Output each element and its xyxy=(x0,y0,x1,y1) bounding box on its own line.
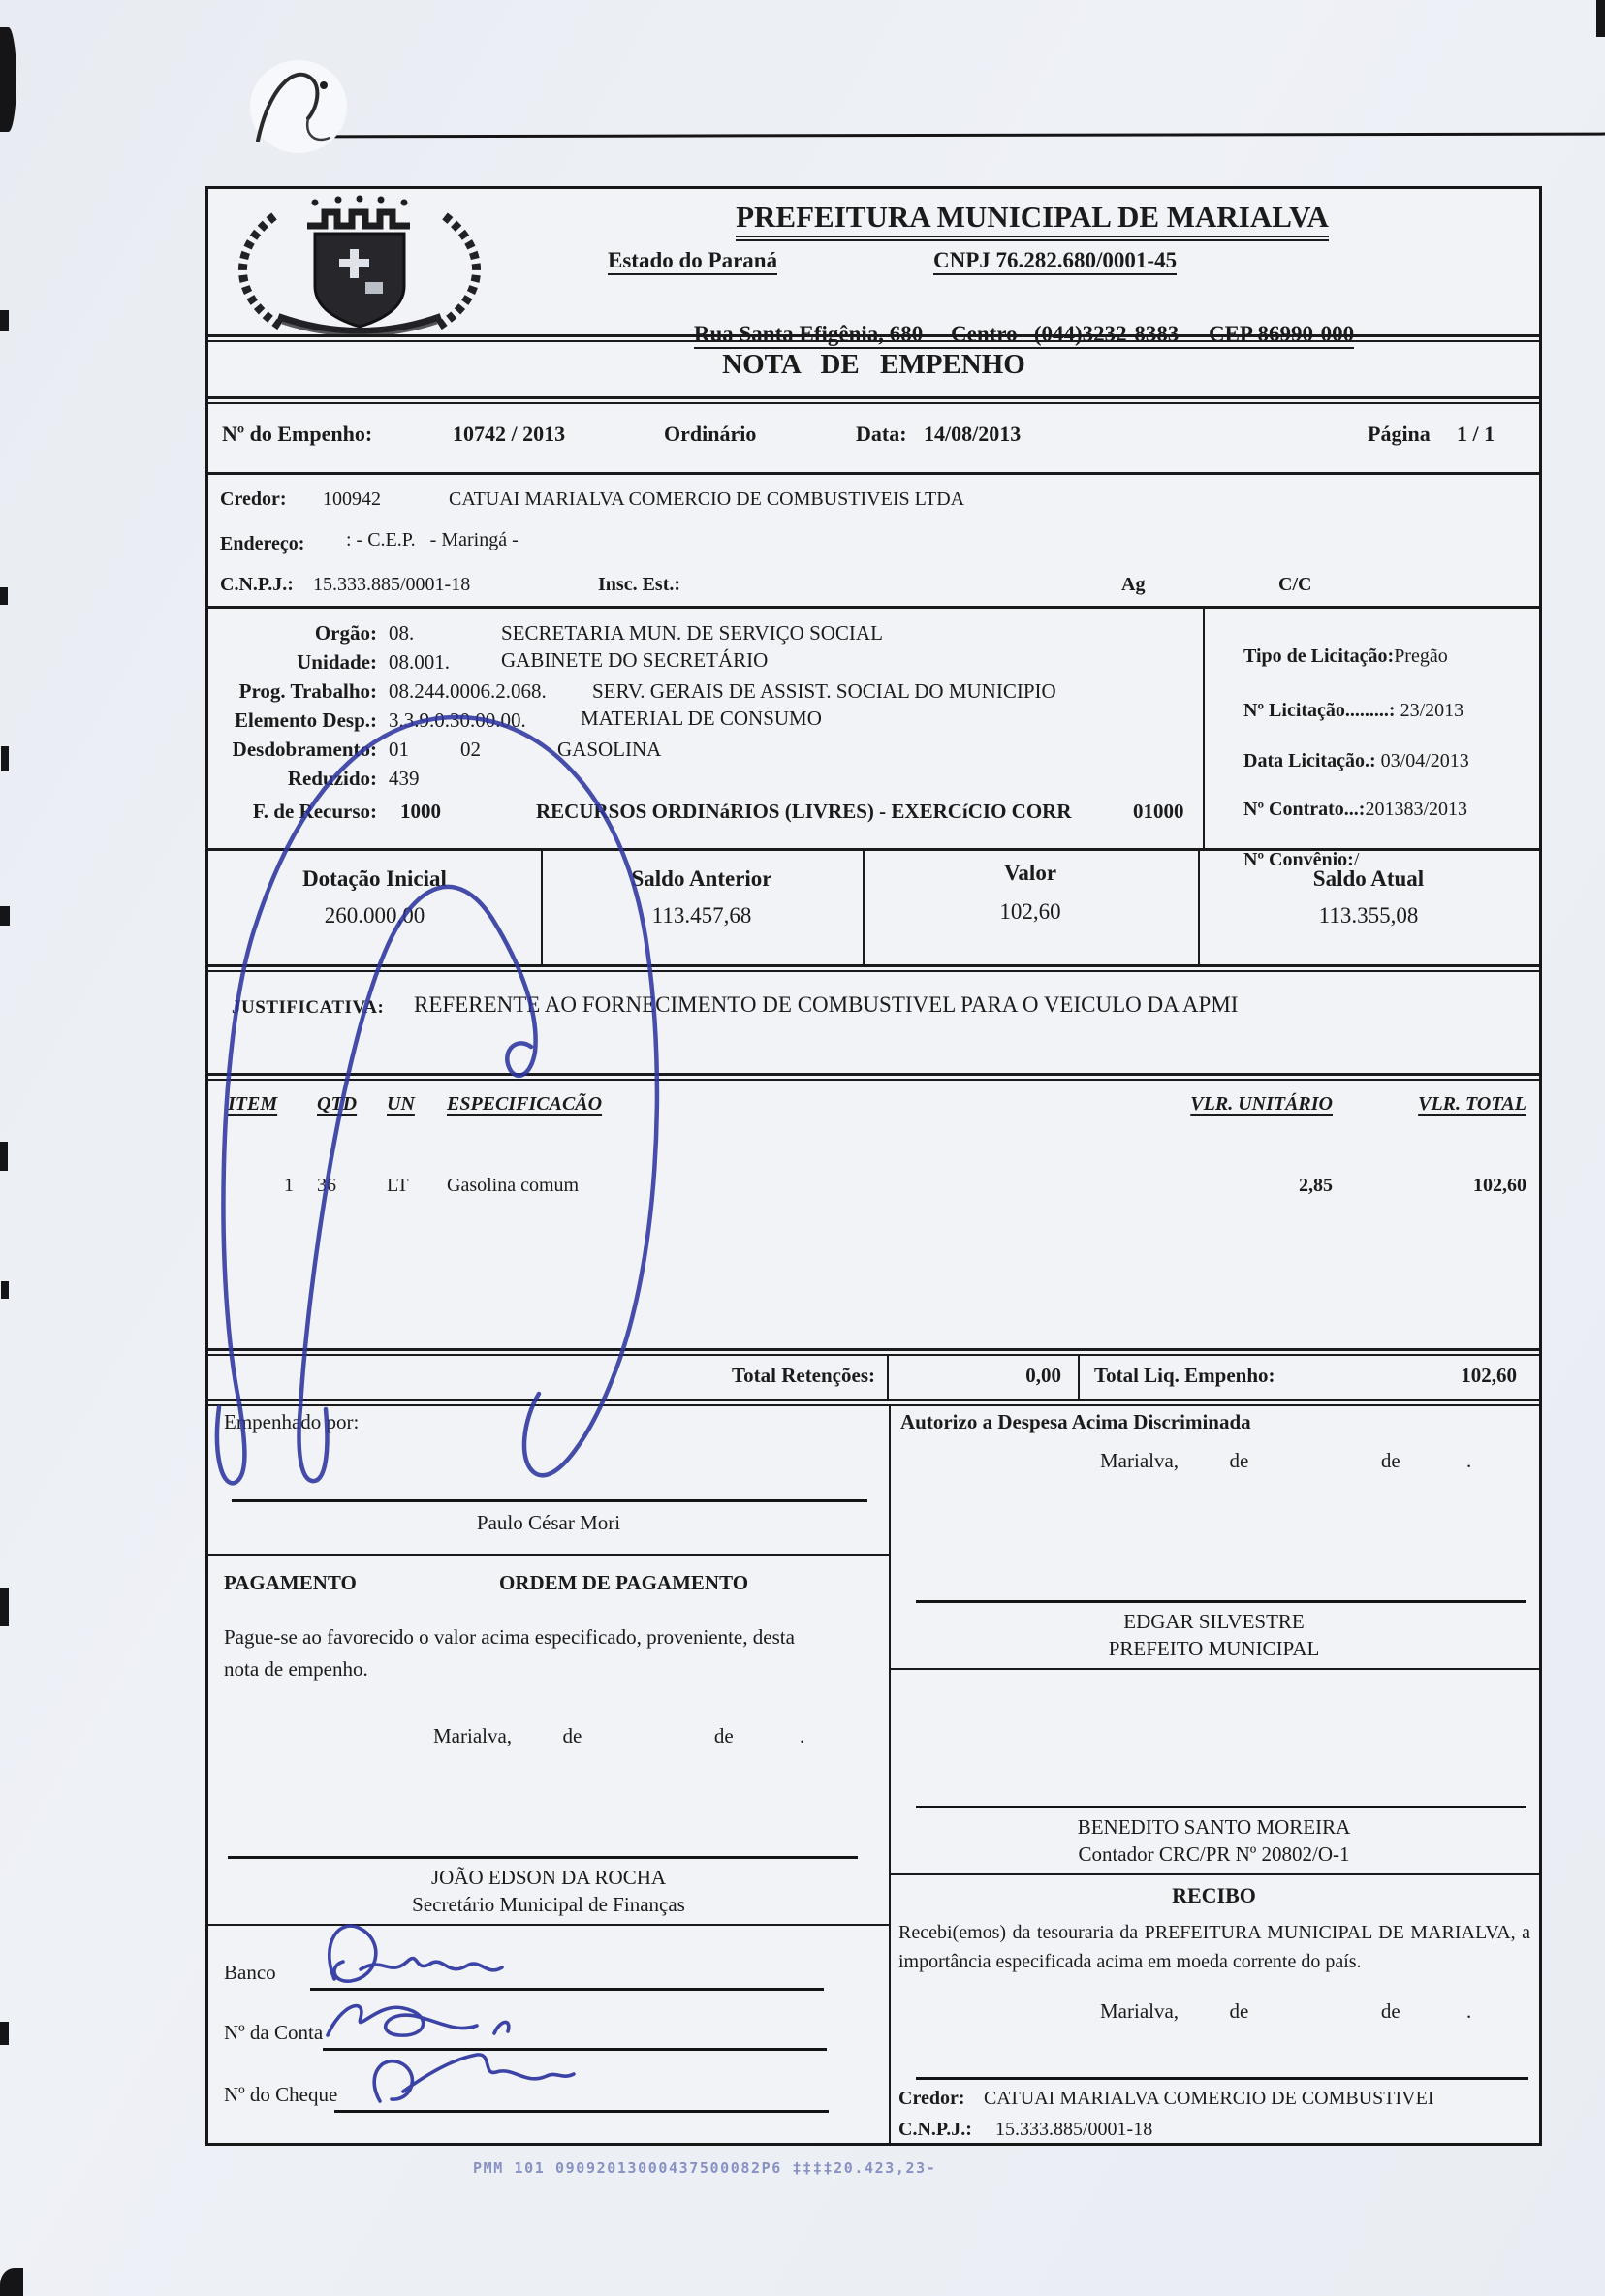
secretario-cargo: Secretário Municipal de Finanças xyxy=(412,1893,685,1916)
secretario-nome: JOÃO EDSON DA ROCHA xyxy=(430,1866,667,1889)
credor-code: 100942 xyxy=(323,488,381,510)
empenhado-por-label: Empenhado por: xyxy=(224,1410,360,1433)
scan-edge-mark xyxy=(0,2022,9,2045)
elemento-desp-code: 3.3.9.0.30.00.00. xyxy=(389,708,526,732)
justificativa-label: JUSTIFICATIVA: xyxy=(232,997,385,1018)
endereco-value: : - C.E.P. - Maringá - xyxy=(346,529,519,550)
scan-edge-mark xyxy=(0,1588,9,1626)
prog-trabalho-desc: SERV. GERAIS DE ASSIST. SOCIAL DO MUNICIPIO xyxy=(592,679,1056,703)
endereco-label: Endereço: xyxy=(220,533,305,554)
ordem-pagamento-label: ORDEM DE PAGAMENTO xyxy=(499,1571,749,1594)
item-cell-item: 1 xyxy=(284,1175,294,1196)
desdobramento-code2: 02 xyxy=(460,738,481,761)
signature-line xyxy=(916,1600,1526,1603)
divider xyxy=(208,848,1539,851)
autorizo-label: Autorizo a Despesa Acima Discriminada xyxy=(900,1410,1251,1433)
signature-line xyxy=(916,2077,1528,2080)
prog-trabalho-label: Prog. Trabalho: xyxy=(238,679,377,703)
prog-trabalho-code: 08.244.0006.2.068. xyxy=(389,679,547,703)
state-label: Estado do Paraná xyxy=(608,247,777,274)
pague-se-texto: Pague-se ao favorecido o valor acima especificado, proveniente, desta nota de empenho. xyxy=(224,1625,795,1681)
dot-matrix-footer-code: PMM 101 09092013000437500082P6 ‡‡‡‡20.423,23- xyxy=(473,2159,937,2177)
elemento-desp-label: Elemento Desp.: xyxy=(235,708,377,732)
signature-line xyxy=(916,1806,1526,1808)
saldo-anterior-header: Saldo Anterior xyxy=(631,866,772,891)
reduzido-code: 439 xyxy=(389,767,420,790)
col-header-vlr-unitario: VLR. UNITÁRIO xyxy=(1190,1093,1333,1115)
cheque-line xyxy=(334,2110,829,2113)
divider xyxy=(208,1399,1539,1406)
recibo-credor-nome: CATUAI MARIALVA COMERCIO DE COMBUSTIVEI xyxy=(984,2088,1434,2109)
header-cnpj: CNPJ 76.282.680/0001-45 xyxy=(933,247,1177,274)
page-title xyxy=(528,199,1536,235)
dotacao-inicial-header: Dotação Inicial xyxy=(302,866,447,891)
total-liq-value: 102,60 xyxy=(1461,1364,1517,1387)
page-indicator-label: Página xyxy=(1368,422,1431,446)
marialva-data-pagamento: Marialva, de de . xyxy=(433,1724,805,1747)
justificativa-text: REFERENTE AO FORNECIMENTO DE COMBUSTIVEL PARA O VEICULO DA APMI xyxy=(414,992,1239,1017)
tipo-licitacao: Tipo de Licitação:Pregão xyxy=(1243,645,1448,667)
coat-of-arms-logo xyxy=(214,193,505,338)
divider xyxy=(208,334,1539,342)
unidade-desc: GABINETE DO SECRETÁRIO xyxy=(501,648,769,672)
orgao-code: 08. xyxy=(389,621,415,645)
f-recurso-label: F. de Recurso: xyxy=(252,800,377,823)
column-divider xyxy=(889,1406,891,2143)
elemento-desp-desc: MATERIAL DE CONSUMO xyxy=(581,707,822,730)
valor-header: Valor xyxy=(1003,861,1057,885)
item-cell-vlr-total: 102,60 xyxy=(1473,1175,1526,1196)
col-header-especificacao: ESPECIFICACÃO xyxy=(447,1093,603,1115)
total-liq-label: Total Liq. Empenho: xyxy=(1094,1364,1275,1387)
num-licitacao: Nº Licitação.........: 23/2013 xyxy=(1243,700,1464,721)
col-header-qtd: QTD xyxy=(317,1093,358,1115)
scan-edge-mark xyxy=(0,906,10,926)
item-cell-qtd: 36 xyxy=(317,1175,336,1196)
f-recurso-extra: 01000 xyxy=(1133,800,1184,823)
credor-name: CATUAI MARIALVA COMERCIO DE COMBUSTIVEIS LTDA xyxy=(449,488,965,510)
scan-edge-mark xyxy=(0,1142,8,1171)
f-recurso-desc: RECURSOS ORDINáRIOS (LIVRES) - EXERCíCIO CORR xyxy=(536,800,1072,823)
contador-cargo: Contador CRC/PR Nº 20802/O-1 xyxy=(1078,1842,1350,1866)
total-retencoes-label: Total Retenções: xyxy=(732,1364,875,1387)
scan-edge-mark xyxy=(0,27,16,132)
recibo-cnpj: 15.333.885/0001-18 xyxy=(995,2119,1153,2140)
empenho-date-label: Data: xyxy=(856,422,907,446)
empenho-number: 10742 / 2013 xyxy=(453,422,566,446)
empenho-number-label: Nº do Empenho: xyxy=(222,422,373,446)
prefeito-nome: EDGAR SILVESTRE xyxy=(1123,1610,1305,1633)
unidade-code: 08.001. xyxy=(389,650,450,674)
page-title-text: PREFEITURA MUNICIPAL DE MARIALVA xyxy=(736,200,1329,241)
empenhado-nome: Paulo César Mori xyxy=(476,1511,621,1534)
cheque-label: Nº do Cheque xyxy=(224,2083,338,2106)
saldo-atual-value: 113.355,08 xyxy=(1318,903,1419,928)
banco-line xyxy=(310,1988,824,1991)
orgao-label: Orgão: xyxy=(314,621,377,645)
recibo-texto: Recebi(emos) da tesouraria da PREFEITURA MUNICIPAL DE MARIALVA, a importância especificada acima em moeda corrente do país. xyxy=(898,1922,1530,1972)
scan-edge-mark xyxy=(1,1281,9,1299)
credor-label: Credor: xyxy=(220,488,287,510)
scan-fold-line xyxy=(273,133,1605,139)
scan-corner-mark xyxy=(1596,0,1605,37)
saldo-atual-header: Saldo Atual xyxy=(1312,866,1425,891)
item-cell-un: LT xyxy=(387,1175,409,1196)
empenho-type: Ordinário xyxy=(664,422,757,446)
scan-corner-mark xyxy=(0,2268,23,2296)
insc-est-label: Insc. Est.: xyxy=(598,574,681,595)
desdobramento-code: 01 xyxy=(389,738,409,761)
scan-edge-mark xyxy=(0,310,9,331)
desdobramento-desc: GASOLINA xyxy=(557,738,662,761)
cc-label: C/C xyxy=(1278,574,1312,595)
divider xyxy=(208,1073,1539,1081)
reduzido-label: Reduzido: xyxy=(287,767,377,790)
num-contrato: Nº Contrato...:201383/2013 xyxy=(1243,799,1468,820)
conta-label: Nº da Conta xyxy=(224,2021,324,2044)
unidade-label: Unidade: xyxy=(297,650,377,674)
cell-divider xyxy=(887,1356,889,1399)
banco-label: Banco xyxy=(224,1961,276,1984)
num-convenio: Nº Convênio:/ xyxy=(1243,849,1360,870)
recibo-cnpj-label: C.N.P.J.: xyxy=(898,2119,972,2140)
document-title: NOTA DE EMPENHO xyxy=(722,349,1025,380)
nota-de-empenho-form xyxy=(205,186,1542,2146)
col-header-un: UN xyxy=(387,1093,415,1115)
divider xyxy=(208,396,1539,404)
divider xyxy=(208,472,1539,475)
desdobramento-label: Desdobramento: xyxy=(232,738,377,761)
saldo-anterior-value: 113.457,68 xyxy=(651,903,752,928)
divider xyxy=(208,1554,889,1556)
valor-value: 102,60 xyxy=(999,899,1061,924)
licitacao-box xyxy=(1203,606,1541,870)
cell-divider xyxy=(1078,1356,1080,1399)
paper-tear-mark xyxy=(240,48,366,165)
credor-cnpj: 15.333.885/0001-18 xyxy=(313,574,471,595)
divider xyxy=(208,1924,889,1926)
page-indicator: 1 / 1 xyxy=(1457,422,1495,446)
header-address: Rua Santa Efigênia, 680 Centro (044)3232-8383 - CEP 86990-000 xyxy=(538,294,1488,374)
item-cell-vlr-unitario: 2,85 xyxy=(1299,1175,1333,1196)
credor-cnpj-label: C.N.P.J.: xyxy=(220,574,294,595)
prefeito-cargo: PREFEITO MUNICIPAL xyxy=(1108,1637,1320,1660)
total-retencoes-value: 0,00 xyxy=(1025,1364,1061,1387)
recibo-credor-label: Credor: xyxy=(898,2088,965,2109)
orgao-desc: SECRETARIA MUN. DE SERVIÇO SOCIAL xyxy=(501,621,883,645)
empenho-date: 14/08/2013 xyxy=(924,422,1022,446)
recibo-titulo: RECIBO xyxy=(1172,1883,1256,1907)
marialva-data-autorizo: Marialva, de de . xyxy=(1100,1449,1472,1472)
col-header-vlr-total: VLR. TOTAL xyxy=(1418,1093,1526,1115)
ag-label: Ag xyxy=(1121,574,1146,595)
scan-edge-mark xyxy=(1,746,9,771)
item-cell-especificacao: Gasolina comum xyxy=(447,1175,580,1196)
pagamento-label: PAGAMENTO xyxy=(224,1571,357,1594)
col-header-item: ITEM xyxy=(228,1093,278,1115)
data-licitacao: Data Licitação.: 03/04/2013 xyxy=(1243,750,1469,771)
dotacao-inicial-value: 260.000,00 xyxy=(324,903,425,928)
divider xyxy=(208,1348,1539,1356)
marialva-data-recibo: Marialva, de de . xyxy=(1100,1999,1472,2023)
f-recurso-code: 1000 xyxy=(400,800,441,823)
divider xyxy=(208,964,1539,972)
divider xyxy=(889,1873,1539,1875)
scan-edge-mark xyxy=(0,587,8,605)
divider xyxy=(889,1668,1539,1670)
signature-line xyxy=(232,1499,867,1502)
signature-line xyxy=(228,1856,858,1859)
contador-nome: BENEDITO SANTO MOREIRA xyxy=(1077,1815,1351,1839)
conta-line xyxy=(323,2048,827,2051)
